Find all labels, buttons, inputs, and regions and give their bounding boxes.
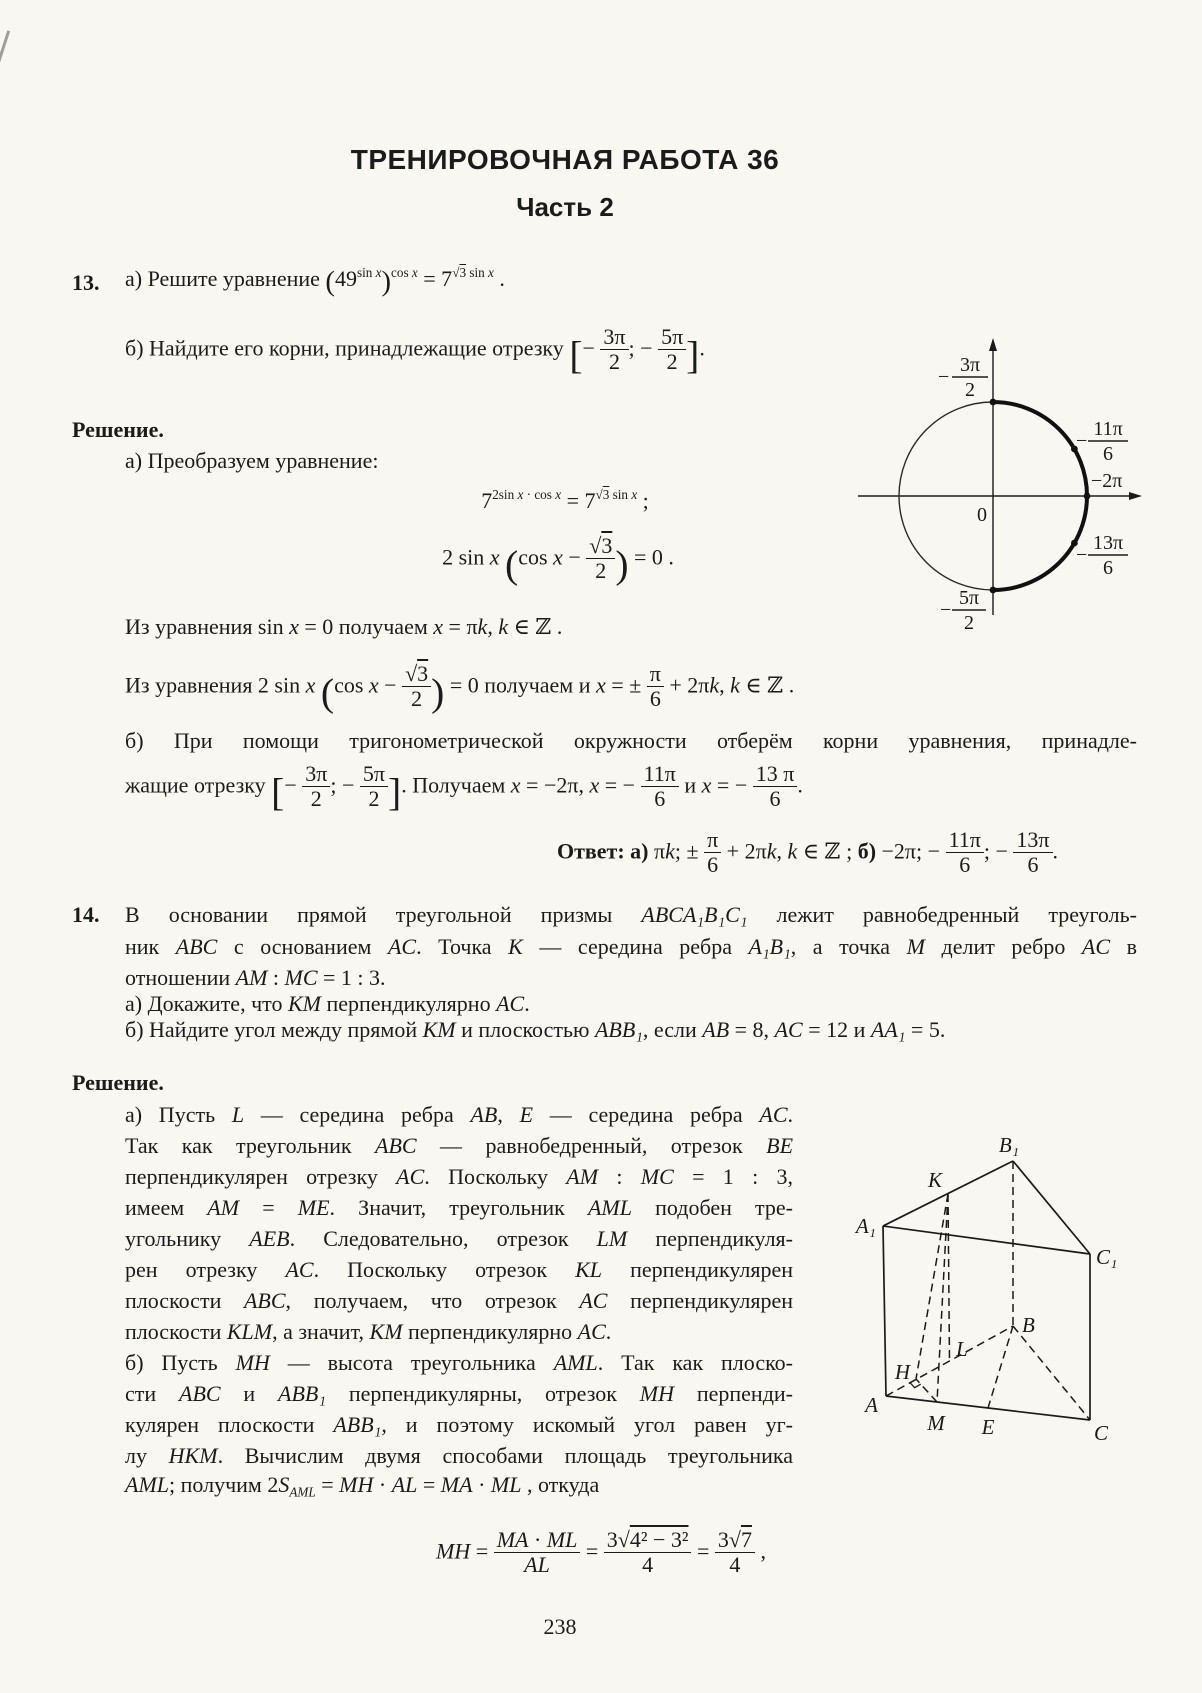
label-E: E [981, 1415, 995, 1439]
y-axis-arrow [989, 338, 997, 351]
problem-13-part-b: б) Найдите его корни, принадлежащие отрезку [− $\frac{3\pi}{2}$ ; − $\frac{5\pi}{2}$ ]. [125, 324, 705, 378]
solution-14-line: б) Пусть MH — высота треугольника AML. Так как плоско- [125, 1350, 793, 1375]
problem-14-line-3: отношении AM : MC = 1 : 3. [125, 965, 386, 990]
solution-14-line: плоскости ABC, получаем, что отрезок AC перпендикулярен [125, 1288, 793, 1313]
solution-14-heading: Решение. [72, 1070, 164, 1095]
label-A1: A₁ [855, 1214, 876, 1238]
point-minus-3pi-2 [990, 399, 997, 406]
solution-14-line: плоскости KLM, а значит, KM перпендикулярно AC. [125, 1319, 612, 1344]
label-bottom-num: 5π [958, 587, 980, 609]
solution-14-line: лу HKM. Вычислим двумя способами площадь треугольника [125, 1443, 793, 1468]
label-right-upper-den: 6 [1103, 443, 1113, 465]
solution-13a-intro: а) Преобразуем уравнение: [125, 448, 379, 473]
prism-labels [854, 1133, 1117, 1445]
problem-14-number: 14. [72, 902, 100, 927]
segment-MH [916, 1379, 937, 1402]
label-right-upper-num: 11π [1093, 418, 1123, 440]
label-right-lower-den: 6 [1103, 557, 1113, 579]
problem-14-part-b: б) Найдите угол между прямой KM и плоскостью ABB₁, если AB = 8, AC = 12 и AA₁ = 5. [125, 1017, 946, 1042]
solution-14-line: угольнику AEB. Следовательно, отрезок LM перпендикуля- [125, 1226, 794, 1251]
solution-14-line: имеем AM = ME. Значит, треугольник AML подобен тре- [125, 1195, 793, 1220]
edge-A1C1 [883, 1226, 1090, 1254]
label-C: C [1094, 1421, 1109, 1445]
label-A: A [865, 1393, 878, 1417]
point-minus-5pi-2 [990, 587, 997, 594]
label-L: L [956, 1337, 968, 1361]
right-angle-mark [910, 1383, 921, 1388]
label-bottom-den: 2 [964, 612, 974, 634]
edge-A1A [883, 1226, 886, 1396]
prism-dashed-edges [886, 1161, 1090, 1420]
solution-14-line: Так как треугольник ABC — равнобедренный, отрезок BE [125, 1133, 794, 1158]
solution-13-heading: Решение. [72, 417, 164, 442]
problem-13-part-a: а) Решите уравнение $(49^{sin x})^{cos x} = 7^{√3 sin x}$ . [125, 264, 505, 298]
label-B1: B₁ [998, 1133, 1020, 1157]
label-right-lower-num: 13π [1092, 532, 1124, 554]
solution-13b-line-1: б) При помощи тригонометрической окружности отберём корни уравнения, принадле- [125, 728, 1137, 753]
label-B: B [1022, 1313, 1035, 1337]
solution-13b-line-2: жащие отрезку [− $\frac{3\pi}{2}$ ; − $\frac{5\pi}{2}$ ]. Получаем x = −2π, x = − $\frac{11\pi}{6}$ и x = − $\frac{13 \pi}{6}$ . [125, 761, 803, 815]
solution-14-line: AML; получим $2S_{AML}$ = MH · AL = MA · ML , откуда [125, 1472, 600, 1500]
point-minus-2pi [1084, 493, 1091, 500]
solution-14-line: рен отрезку AC. Поскольку отрезок KL перпендикулярен [125, 1257, 793, 1282]
solution-14-line: перпендикулярен отрезку AC. Поскольку AM : MC = 1 : 3, [125, 1164, 793, 1189]
x-axis-arrow [1129, 492, 1142, 500]
problem-14-line-1: В основании прямой треугольной призмы ABCA₁B₁C₁ лежит равнобедренный треуголь- [125, 902, 1137, 927]
prism-diagram [790, 1040, 1150, 1460]
edge-A1B1 [883, 1161, 1013, 1226]
problem-14-part-a: а) Докажите, что KM перпендикулярно AC. [125, 991, 530, 1016]
scan-artifact [0, 30, 10, 63]
solution-14-line: кулярен плоскости ABB₁, и поэтому искомый угол равен уг- [125, 1412, 793, 1437]
unit-circle-diagram [830, 330, 1150, 642]
equation-1: $7^{2sin x \cdot cos x} = 7^{√3 sin x}$ ; [481, 486, 649, 513]
label-origin: 0 [977, 504, 987, 526]
label-M: M [927, 1411, 945, 1435]
segment-KL [948, 1194, 950, 1361]
edge-BC [1013, 1326, 1090, 1420]
solution-14-line: а) Пусть L — середина ребра AB, E — середина ребра AC. [125, 1102, 794, 1127]
part-title: Часть 2 [516, 192, 614, 222]
equation-2: 2 sin x (cos x − $\frac{√3}{2}$ ) = 0 . [442, 533, 674, 587]
label-top-num: 3π [959, 354, 981, 376]
label-bottom-minus: − [940, 599, 952, 621]
circle-labels [938, 354, 1128, 634]
label-minus-2pi: −2π [1091, 470, 1123, 492]
problem-14-line-2: ник ABC с основанием AC. Точка K — середина ребра A₁B₁, а точка M делит ребро AC в [125, 934, 1137, 959]
answer-13: Ответ: а) πk; ± $\frac{\pi}{6}$ + 2πk, k ∈ ℤ ; б) −2π; − $\frac{11\pi}{6}$ ; − $\frac{13\pi}{6}$ . [556, 827, 1058, 878]
problem-13-number: 13. [72, 270, 100, 295]
label-K: K [927, 1168, 942, 1192]
label-H: H [894, 1360, 910, 1384]
solution-14-line: сти ABC и ABB₁ перпендикулярны, отрезок MH перпенди- [125, 1381, 793, 1406]
label-C1: C₁ [1096, 1245, 1118, 1269]
label-top-den: 2 [965, 379, 975, 401]
page-number: 238 [543, 1614, 577, 1639]
label-right-lower-minus: − [1076, 544, 1088, 566]
label-top-minus: − [938, 366, 950, 388]
mh-formula: MH = $\frac{MA \cdot ML}{AL}$ = $\frac{\text{3√4² − 3²}}{4}$ = $\frac{3√7}{4}$ , [436, 1527, 766, 1578]
solution-13-line-sin: Из уравнения sin x = 0 получаем x = πk, k ∈ ℤ . [125, 614, 563, 639]
label-right-upper-minus: − [1076, 430, 1088, 452]
edge-B1C1 [1013, 1161, 1090, 1254]
worksheet-title: ТРЕНИРОВОЧНАЯ РАБОТА 36 [350, 144, 780, 175]
solution-13-line-cos: Из уравнения 2 sin x (cos x − $\frac{√3}{2}$ ) = 0 получаем и x = ± $\frac{\pi}{6}$ + 2πk, k ∈ ℤ . [125, 661, 795, 715]
